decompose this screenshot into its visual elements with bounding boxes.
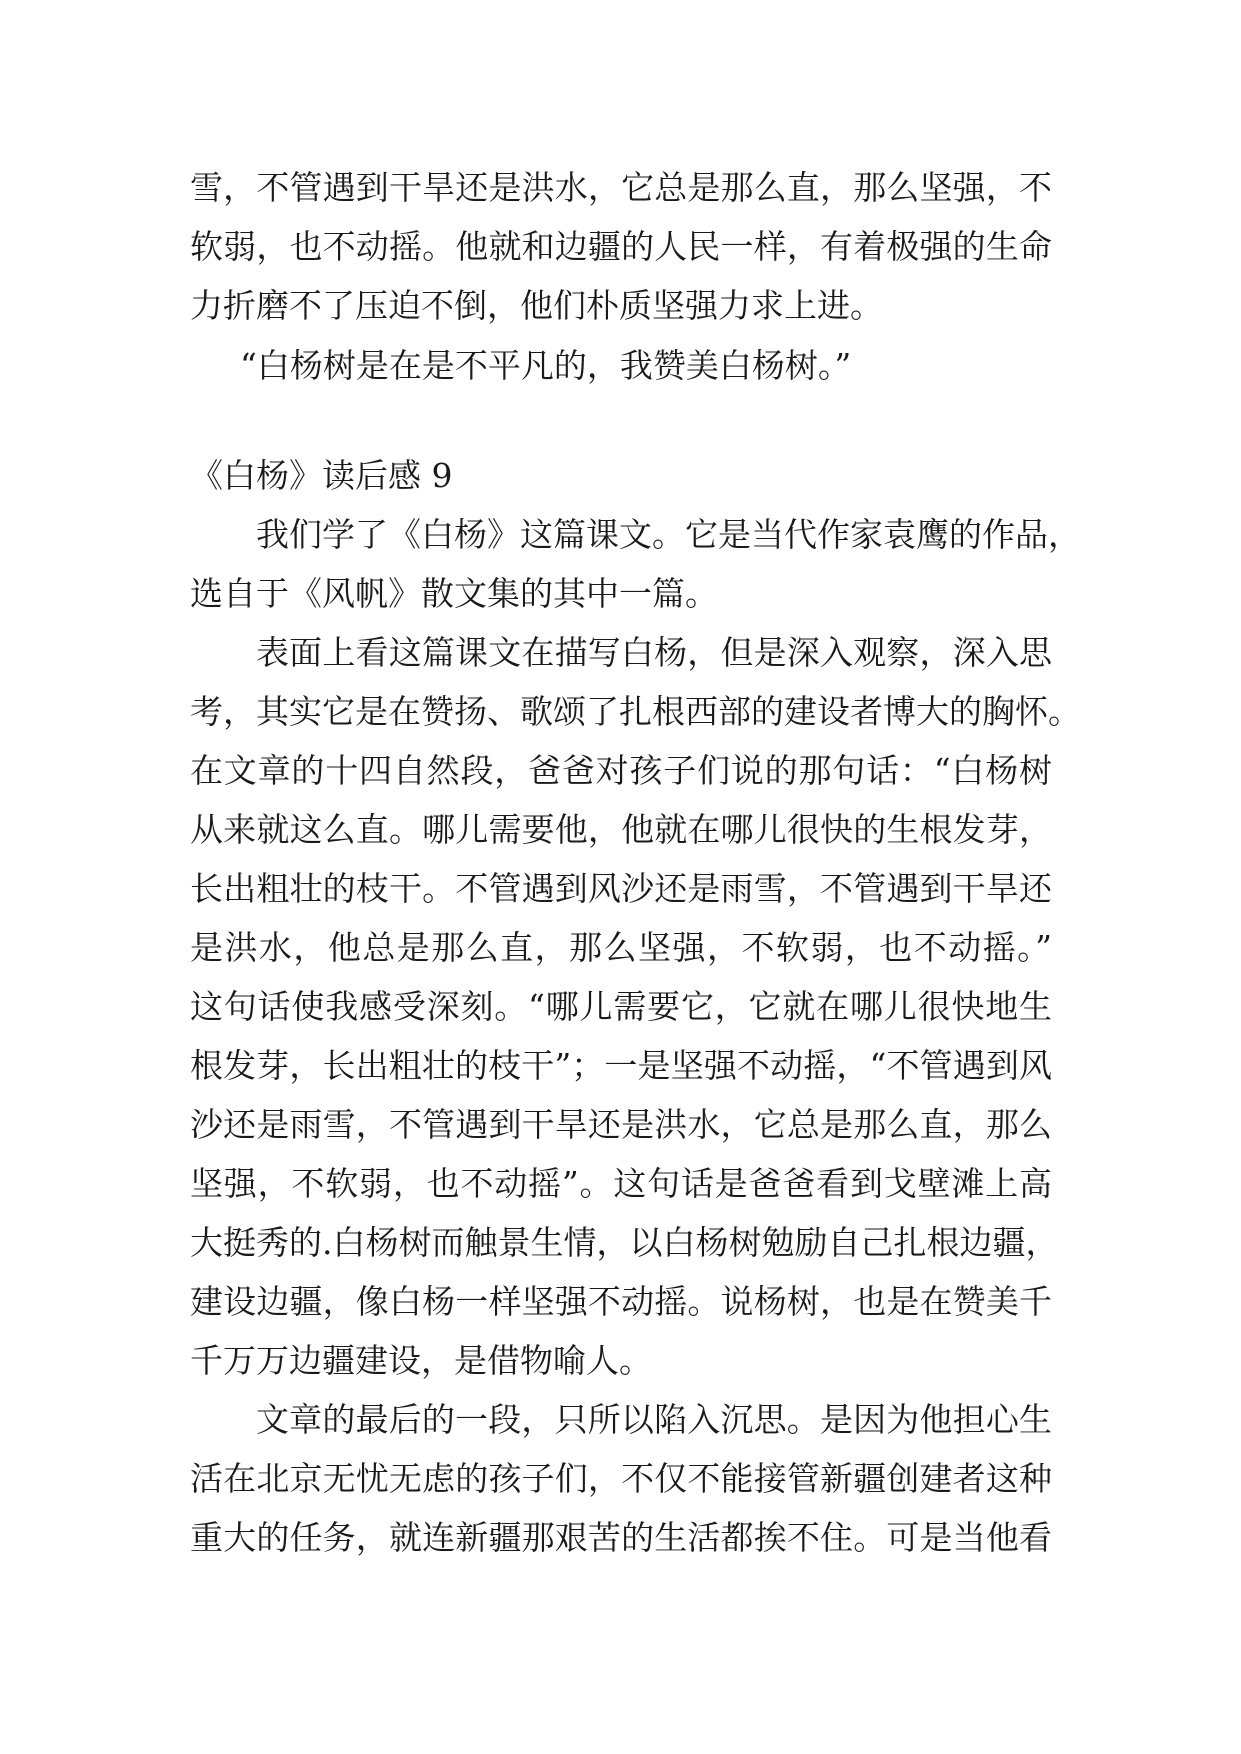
- top-paragraph: [190, 158, 1052, 335]
- quote-paragraph: [190, 336, 1052, 395]
- paragraph-3: [190, 1390, 1052, 1567]
- paragraph-line: 千万万边疆建设，是借物喻人。: [190, 1341, 652, 1380]
- paragraph-line: 这句话使我感受深刻。“哪儿需要它，它就在哪儿很快地生: [190, 987, 1052, 1026]
- paragraph-line: 重大的任务，就连新疆那艰苦的生活都挨不住。可是当他看: [190, 1518, 1052, 1557]
- paragraph-line: 活在北京无忧无虑的孩子们，不仅不能接管新疆创建者这种: [190, 1459, 1052, 1498]
- paragraph-line: 是洪水，他总是那么直，那么坚强，不软弱，也不动摇。”: [190, 928, 1052, 967]
- paragraph-line: 雪，不管遇到干旱还是洪水，它总是那么直，那么坚强，不: [190, 168, 1052, 207]
- paragraph-line: 从来就这么直。哪儿需要他，他就在哪儿很快的生根发芽，: [190, 810, 1052, 849]
- paragraph-line: 软弱，也不动摇。他就和边疆的人民一样，有着极强的生命: [190, 227, 1052, 266]
- paragraph-line: 坚强，不软弱，也不动摇”。这句话是爸爸看到戈壁滩上高: [190, 1164, 1052, 1203]
- paragraph-line: 选自于《风帆》散文集的其中一篇。: [190, 574, 718, 613]
- section-title: 《白杨》读后感 9: [190, 456, 453, 495]
- paragraph-line: 长出粗壮的枝干。不管遇到风沙还是雨雪，不管遇到干旱还: [190, 869, 1052, 908]
- paragraph-line: 根发芽，长出粗壮的枝干”；一是坚强不动摇，“不管遇到风: [190, 1046, 1052, 1085]
- paragraph-line: 在文章的十四自然段，爸爸对孩子们说的那句话：“白杨树: [190, 751, 1052, 790]
- paragraph-line: 力折磨不了压迫不倒，他们朴质坚强力求上进。: [190, 286, 883, 325]
- paragraph-line: 文章的最后的一段，只所以陷入沉思。是因为他担心生: [256, 1400, 1052, 1439]
- paragraph-1: [190, 505, 1081, 623]
- paragraph-line: 大挺秀的.白杨树而触景生情，以白杨树勉励自己扎根边疆，: [190, 1223, 1059, 1262]
- paragraph-line: 建设边疆，像白杨一样坚强不动摇。说杨树，也是在赞美千: [190, 1282, 1052, 1321]
- paragraph-line: 沙还是雨雪，不管遇到干旱还是洪水，它总是那么直，那么: [190, 1105, 1052, 1144]
- paragraph-line: 考，其实它是在赞扬、歌颂了扎根西部的建设者博大的胸怀。: [190, 692, 1081, 731]
- paragraph-line: 表面上看这篇课文在描写白杨，但是深入观察，深入思: [256, 633, 1052, 672]
- quote-line: “白杨树是在是不平凡的，我赞美白杨树。”: [240, 346, 852, 385]
- paragraph-line: 我们学了《白杨》这篇课文。它是当代作家袁鹰的作品，: [256, 515, 1081, 554]
- paragraph-2: [190, 623, 1081, 1390]
